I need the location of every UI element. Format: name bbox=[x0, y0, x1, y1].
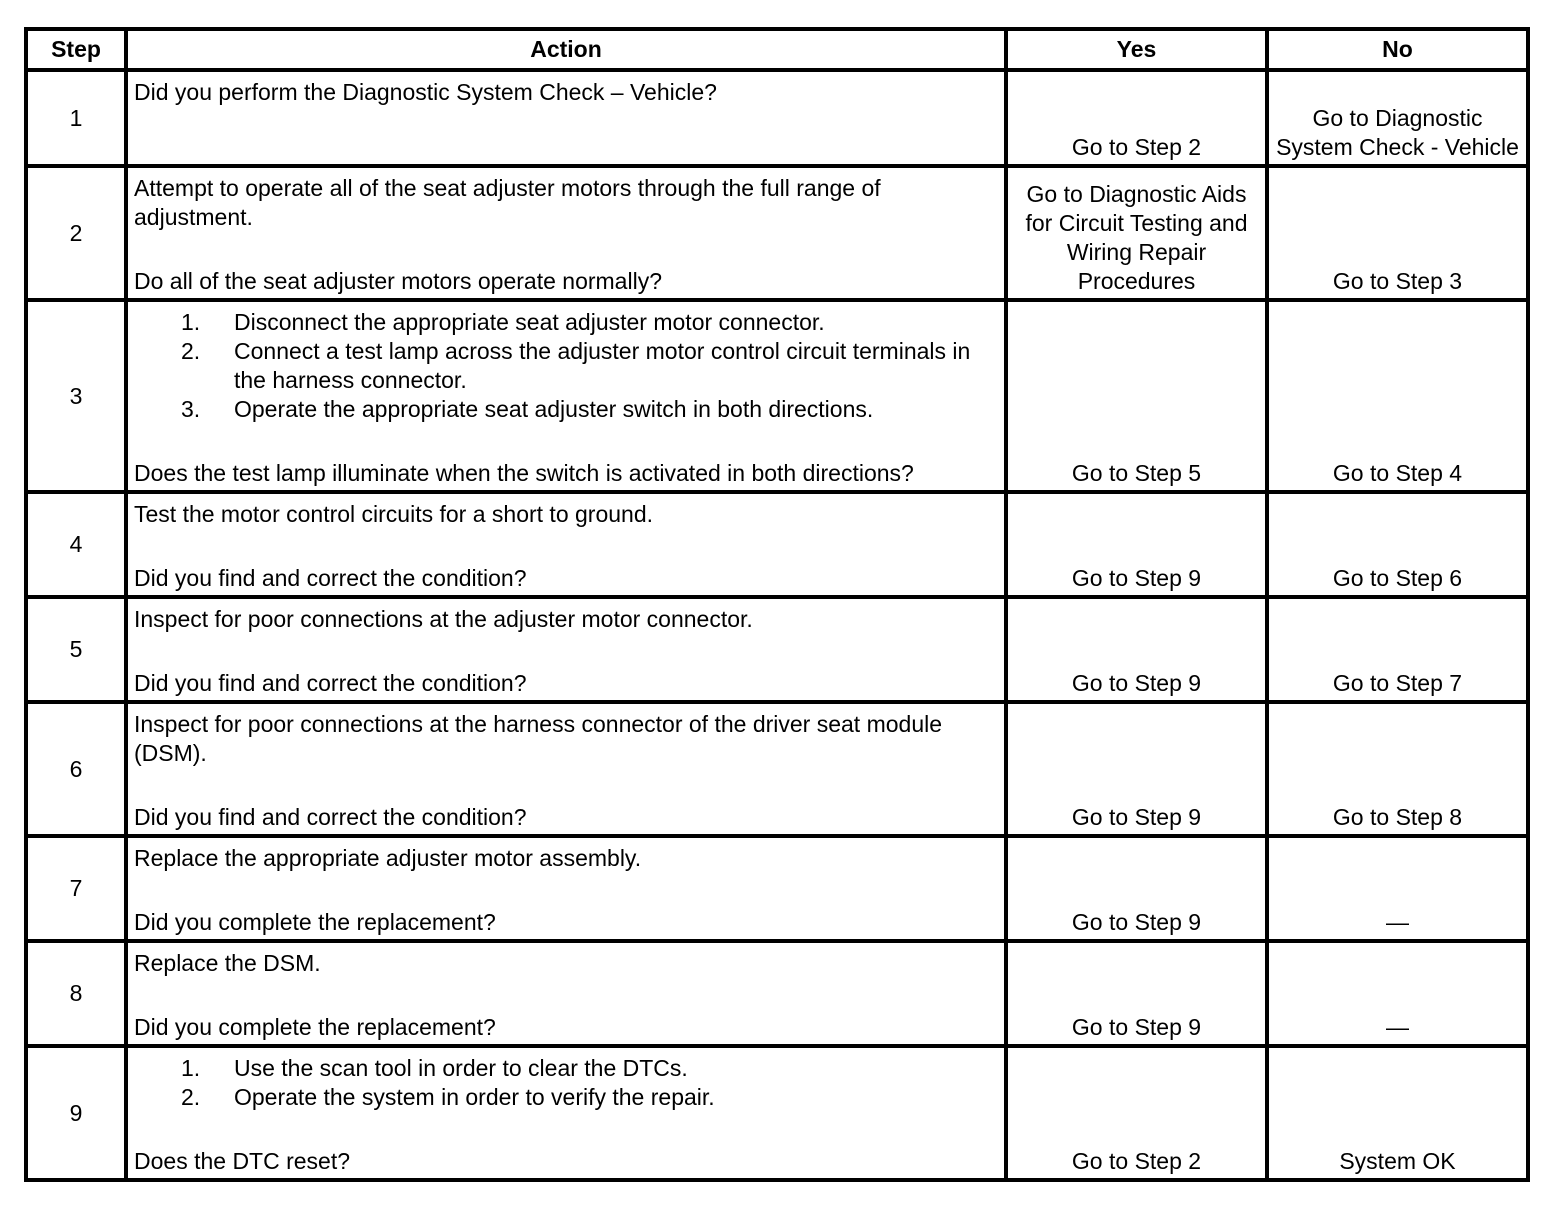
step-number: 3 bbox=[26, 300, 126, 492]
action-instruction: Attempt to operate all of the seat adjuster motors through the full range of adjustment. bbox=[134, 175, 881, 230]
action-cell bbox=[126, 70, 1006, 166]
yes-result: Go to Step 9 bbox=[1006, 597, 1267, 702]
procedure-item bbox=[134, 337, 998, 395]
action-question: Did you find and correct the condition? bbox=[134, 565, 527, 591]
action-instruction: Test the motor control circuits for a short to ground. bbox=[134, 501, 654, 527]
no-result: System OK bbox=[1267, 1046, 1528, 1180]
action-question: Did you complete the replacement? bbox=[134, 1014, 496, 1040]
step-number: 6 bbox=[26, 702, 126, 836]
table-row bbox=[26, 70, 1528, 166]
step-number: 9 bbox=[26, 1046, 126, 1180]
action-cell bbox=[126, 492, 1006, 597]
no-result: Go to Step 6 bbox=[1267, 492, 1528, 597]
table-row bbox=[26, 300, 1528, 492]
yes-result: Go to Step 9 bbox=[1006, 492, 1267, 597]
procedure-item-text: Connect a test lamp across the adjuster motor control circuit terminals in the harness connector. bbox=[234, 338, 971, 393]
action-cell bbox=[126, 300, 1006, 492]
table-row bbox=[26, 166, 1528, 300]
no-result: Go to Step 3 bbox=[1267, 166, 1528, 300]
procedure-item-number: 2. bbox=[181, 1084, 201, 1110]
yes-result: Go to Step 2 bbox=[1006, 1046, 1267, 1180]
step-number: 1 bbox=[26, 70, 126, 166]
table-row bbox=[26, 492, 1528, 597]
header-action: Action bbox=[126, 29, 1006, 70]
procedure-item bbox=[134, 1054, 998, 1083]
procedure-item-text: Disconnect the appropriate seat adjuster motor connector. bbox=[234, 309, 825, 335]
yes-result: Go to Step 5 bbox=[1006, 300, 1267, 492]
no-result: — bbox=[1267, 941, 1528, 1046]
yes-result: Go to Step 9 bbox=[1006, 941, 1267, 1046]
no-result: Go to Step 7 bbox=[1267, 597, 1528, 702]
header-no: No bbox=[1267, 29, 1528, 70]
procedure-item bbox=[134, 395, 998, 424]
procedure-item bbox=[134, 308, 998, 337]
procedure-item-text: Operate the appropriate seat adjuster switch in both directions. bbox=[234, 396, 874, 422]
table-row bbox=[26, 836, 1528, 941]
procedure-item-text: Operate the system in order to verify the repair. bbox=[234, 1084, 715, 1110]
action-cell bbox=[126, 1046, 1006, 1180]
action-question: Did you complete the replacement? bbox=[134, 909, 496, 935]
action-cell bbox=[126, 597, 1006, 702]
procedure-item-number: 1. bbox=[181, 309, 201, 335]
diagnostic-table bbox=[24, 27, 1530, 1182]
procedure-item-number: 3. bbox=[181, 396, 201, 422]
procedure-item-text: Use the scan tool in order to clear the DTCs. bbox=[234, 1055, 688, 1081]
step-number: 8 bbox=[26, 941, 126, 1046]
action-instruction: Replace the appropriate adjuster motor assembly. bbox=[134, 845, 642, 871]
action-question: Do all of the seat adjuster motors operate normally? bbox=[134, 268, 662, 294]
procedure-item bbox=[134, 1083, 998, 1112]
yes-result: Go to Diagnostic Aids for Circuit Testing and Wiring Repair Procedures bbox=[1006, 166, 1267, 300]
no-result: Go to Step 4 bbox=[1267, 300, 1528, 492]
action-question: Did you find and correct the condition? bbox=[134, 804, 527, 830]
action-instruction: Inspect for poor connections at the adjuster motor connector. bbox=[134, 606, 753, 632]
header-step: Step bbox=[26, 29, 126, 70]
header-yes: Yes bbox=[1006, 29, 1267, 70]
table-row bbox=[26, 941, 1528, 1046]
procedure-item-number: 1. bbox=[181, 1055, 201, 1081]
yes-result: Go to Step 9 bbox=[1006, 702, 1267, 836]
procedure-list bbox=[134, 1054, 998, 1112]
step-number: 4 bbox=[26, 492, 126, 597]
action-question: Does the test lamp illuminate when the switch is activated in both directions? bbox=[134, 460, 914, 486]
yes-result: Go to Step 9 bbox=[1006, 836, 1267, 941]
step-number: 5 bbox=[26, 597, 126, 702]
action-instruction: Inspect for poor connections at the harness connector of the driver seat module (DSM). bbox=[134, 711, 943, 766]
no-result: Go to Step 8 bbox=[1267, 702, 1528, 836]
step-number: 2 bbox=[26, 166, 126, 300]
action-cell bbox=[126, 941, 1006, 1046]
action-cell bbox=[126, 836, 1006, 941]
no-result: Go to Diagnostic System Check - Vehicle bbox=[1267, 70, 1528, 166]
procedure-item-number: 2. bbox=[181, 338, 201, 364]
action-instruction: Replace the DSM. bbox=[134, 950, 321, 976]
step-number: 7 bbox=[26, 836, 126, 941]
procedure-list bbox=[134, 308, 998, 424]
action-question: Does the DTC reset? bbox=[134, 1148, 351, 1174]
no-result: — bbox=[1267, 836, 1528, 941]
table-row bbox=[26, 702, 1528, 836]
header-row bbox=[26, 29, 1528, 70]
yes-result: Go to Step 2 bbox=[1006, 70, 1267, 166]
table-row bbox=[26, 1046, 1528, 1180]
table-row bbox=[26, 597, 1528, 702]
action-cell bbox=[126, 166, 1006, 300]
action-question: Did you find and correct the condition? bbox=[134, 670, 527, 696]
action-cell bbox=[126, 702, 1006, 836]
action-instruction: Did you perform the Diagnostic System Check – Vehicle? bbox=[134, 79, 717, 105]
